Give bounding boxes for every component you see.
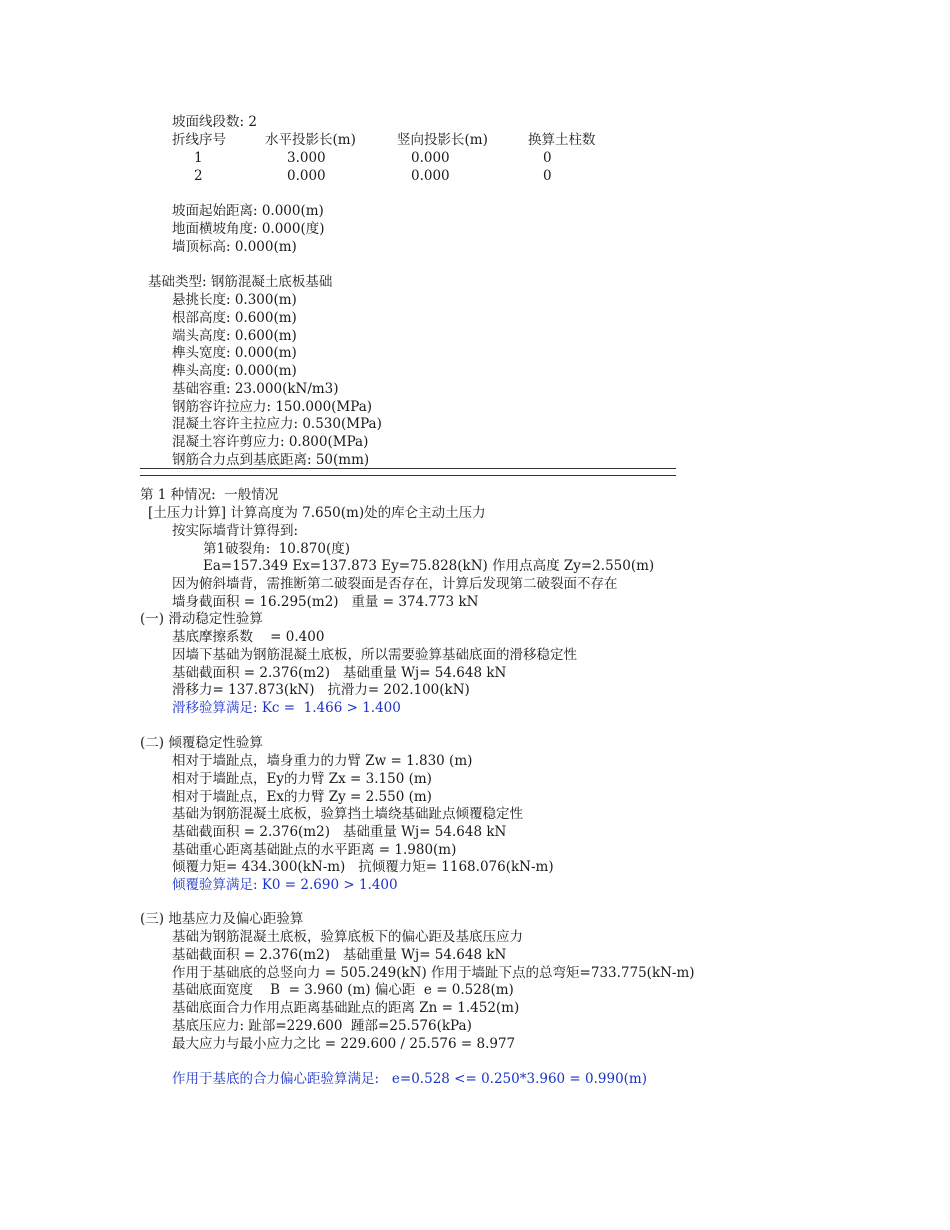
bearing-heading: (三) 地基应力及偏心距验算 — [140, 911, 304, 927]
overturning-line: 倾覆力矩= 434.300(kN-m) 抗倾覆力矩= 1168.076(kN-m) — [172, 859, 554, 875]
bearing-line: 作用于基础底的总竖向力 = 505.249(kN) 作用于墙趾下点的总弯矩=733.775(kN-m) — [172, 965, 695, 981]
sliding-line: 基础截面积 = 2.376(m2) 基础重量 Wj= 54.648 kN — [172, 665, 507, 681]
table-cell: 2 — [194, 168, 203, 184]
ground-slope-angle: 地面横坡角度: 0.000(度) — [172, 221, 325, 237]
section-divider — [140, 468, 676, 476]
foundation-param: 悬挑长度: 0.300(m) — [172, 292, 297, 308]
table-cell: 0.000 — [411, 168, 450, 184]
bearing-line: 基础为钢筋混凝土底板，验算底板下的偏心距及基底压应力 — [172, 929, 523, 945]
table-cell: 0.000 — [287, 168, 326, 184]
overturning-result: 倾覆验算满足: K0 = 2.690 > 1.400 — [172, 877, 398, 893]
sliding-result: 滑移验算满足: Kc = 1.466 > 1.400 — [172, 700, 401, 716]
table-cell: 0 — [543, 168, 552, 184]
bearing-line: 基底压应力: 趾部=229.600 踵部=25.576(kPa) — [172, 1018, 472, 1034]
table-header-vertical: 竖向投影长(m) — [397, 132, 488, 148]
bearing-line: 基础截面积 = 2.376(m2) 基础重量 Wj= 54.648 kN — [172, 947, 507, 963]
table-cell: 3.000 — [287, 150, 326, 166]
foundation-type: 基础类型: 钢筋混凝土底板基础 — [148, 274, 333, 290]
foundation-param: 端头高度: 0.600(m) — [172, 328, 297, 344]
earth-pressure-heading: [土压力计算] 计算高度为 7.650(m)处的库仑主动土压力 — [148, 505, 486, 521]
foundation-param: 混凝土容许主拉应力: 0.530(MPa) — [172, 416, 382, 432]
bearing-line: 基础底面宽度 B = 3.960 (m) 偏心距 e = 0.528(m) — [172, 982, 514, 998]
overturning-line: 基础重心距离基础趾点的水平距离 = 1.980(m) — [172, 842, 457, 858]
eccentricity-result: 作用于基底的合力偏心距验算满足: e=0.528 <= 0.250*3.960 = 0.990(m) — [172, 1071, 647, 1087]
overturning-line: 相对于墙趾点，Ey的力臂 Zx = 3.150 (m) — [172, 771, 432, 787]
overturning-line: 基础为钢筋混凝土底板，验算挡土墙绕基础趾点倾覆稳定性 — [172, 806, 523, 822]
table-cell: 1 — [194, 150, 203, 166]
overturning-line: 基础截面积 = 2.376(m2) 基础重量 Wj= 54.648 kN — [172, 824, 507, 840]
foundation-param: 钢筋合力点到基底距离: 50(mm) — [172, 452, 370, 468]
foundation-param: 基础容重: 23.000(kN/m3) — [172, 381, 339, 397]
table-cell: 0 — [543, 150, 552, 166]
overturning-line: 相对于墙趾点，墙身重力的力臂 Zw = 1.830 (m) — [172, 753, 473, 769]
foundation-param: 混凝土容许剪应力: 0.800(MPa) — [172, 434, 369, 450]
foundation-param: 根部高度: 0.600(m) — [172, 310, 297, 326]
wall-top-elevation: 墙顶标高: 0.000(m) — [172, 239, 297, 255]
wall-section-weight: 墙身截面积 = 16.295(m2) 重量 = 374.773 kN — [172, 594, 479, 610]
overturning-line: 相对于墙趾点，Ex的力臂 Zy = 2.550 (m) — [172, 789, 432, 805]
slope-start-distance: 坡面起始距离: 0.000(m) — [172, 203, 324, 219]
sliding-line: 因墙下基础为钢筋混凝土底板，所以需要验算基础底面的滑移稳定性 — [172, 647, 577, 663]
table-header-index: 折线序号 — [172, 132, 226, 148]
sliding-heading: (一) 滑动稳定性验算 — [140, 611, 263, 627]
segment-count: 坡面线段数: 2 — [172, 114, 257, 130]
earth-pressure-forces: Ea=157.349 Ex=137.873 Ey=75.828(kN) 作用点高度 Zy=2.550(m) — [203, 558, 655, 574]
case-title: 第 1 种情况: 一般情况 — [140, 487, 279, 503]
sliding-line: 基底摩擦系数 = 0.400 — [172, 629, 325, 645]
bearing-line: 基础底面合力作用点距离基础趾点的距离 Zn = 1.452(m) — [172, 1000, 520, 1016]
rupture-angle: 第1破裂角: 10.870(度) — [203, 541, 350, 557]
table-header-soil-columns: 换算土柱数 — [528, 132, 596, 148]
foundation-param: 榫头宽度: 0.000(m) — [172, 345, 297, 361]
bearing-line: 最大应力与最小应力之比 = 229.600 / 25.576 = 8.977 — [172, 1036, 516, 1052]
earth-pressure-by-back: 按实际墙背计算得到: — [172, 523, 299, 539]
sliding-line: 滑移力= 137.873(kN) 抗滑力= 202.100(kN) — [172, 682, 470, 698]
foundation-param: 钢筋容许拉应力: 150.000(MPa) — [172, 399, 373, 415]
table-cell: 0.000 — [411, 150, 450, 166]
foundation-param: 榫头高度: 0.000(m) — [172, 363, 297, 379]
table-header-horizontal: 水平投影长(m) — [265, 132, 356, 148]
overturning-heading: (二) 倾覆稳定性验算 — [140, 735, 263, 751]
second-rupture-note: 因为俯斜墙背，需推断第二破裂面是否存在，计算后发现第二破裂面不存在 — [172, 576, 618, 592]
